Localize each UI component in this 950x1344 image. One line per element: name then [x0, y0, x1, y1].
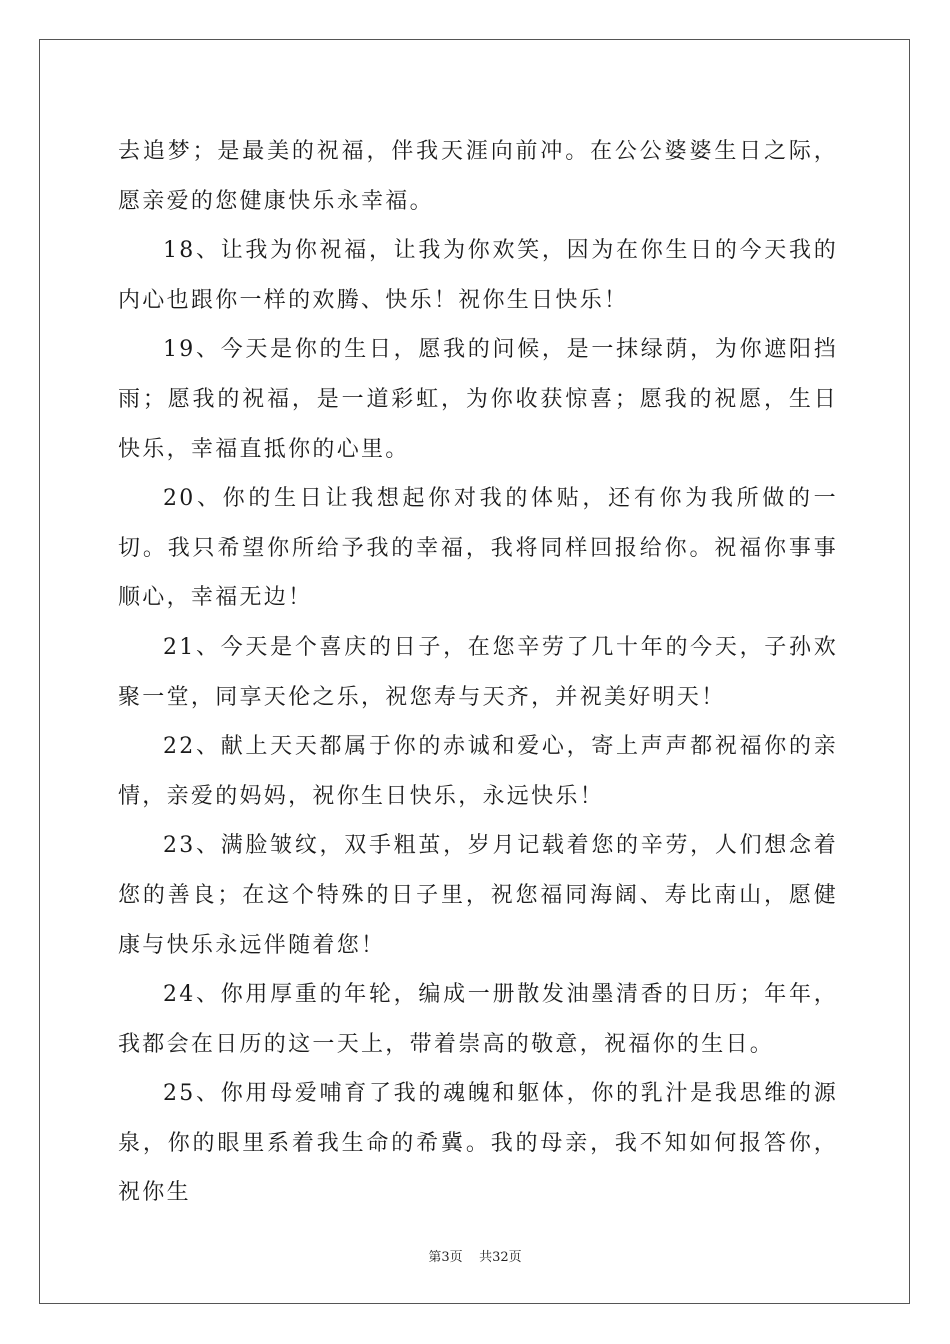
paragraph: 24、你用厚重的年轮，编成一册散发油墨清香的日历；年年，我都会在日历的这一天上，带着崇高的敬意，祝福你的生日。 [118, 982, 838, 1057]
page-footer [0, 1250, 950, 1266]
footer-separator [463, 1250, 480, 1265]
document-body [118, 127, 838, 1218]
paragraph: 18、让我为你祝福，让我为你欢笑，因为在你生日的今天我的内心也跟你一样的欢腾、快乐！祝你生日快乐！ [118, 238, 838, 313]
paragraph: 20、你的生日让我想起你对我的体贴，还有你为我所做的一切。我只希望你所给予我的幸福，我将同样回报给你。祝福你事事顺心，幸福无边！ [118, 486, 838, 611]
paragraph: 25、你用母爱哺育了我的魂魄和躯体，你的乳汁是我思维的源泉，你的眼里系着我生命的希冀。我的母亲，我不知如何报答你，祝你生 [118, 1081, 838, 1206]
paragraph: 21、今天是个喜庆的日子，在您辛劳了几十年的今天，子孙欢聚一堂，同享天伦之乐，祝您寿与天齐，并祝美好明天！ [118, 634, 838, 710]
paragraph: 19、今天是你的生日，愿我的问候，是一抹绿荫，为你遮阳挡雨；愿我的祝福，是一道彩虹，为你收获惊喜；愿我的祝愿，生日快乐，幸福直抵你的心里。 [118, 337, 838, 462]
paragraph: 22、献上天天都属于你的赤诚和爱心，寄上声声都祝福你的亲情，亲爱的妈妈，祝你生日快乐，永远快乐！ [118, 734, 838, 809]
paragraph: 去追梦；是最美的祝福，伴我天涯向前冲。在公公婆婆生日之际，愿亲爱的您健康快乐永幸福。 [118, 139, 838, 214]
paragraph: 23、满脸皱纹，双手粗茧，岁月记载着您的辛劳，人们想念着您的善良；在这个特殊的日子里，祝您福同海阔、寿比南山，愿健康与快乐永远伴随着您！ [118, 833, 838, 958]
page-total: 共32页 [479, 1250, 522, 1265]
page-number: 第3页 [428, 1250, 463, 1265]
